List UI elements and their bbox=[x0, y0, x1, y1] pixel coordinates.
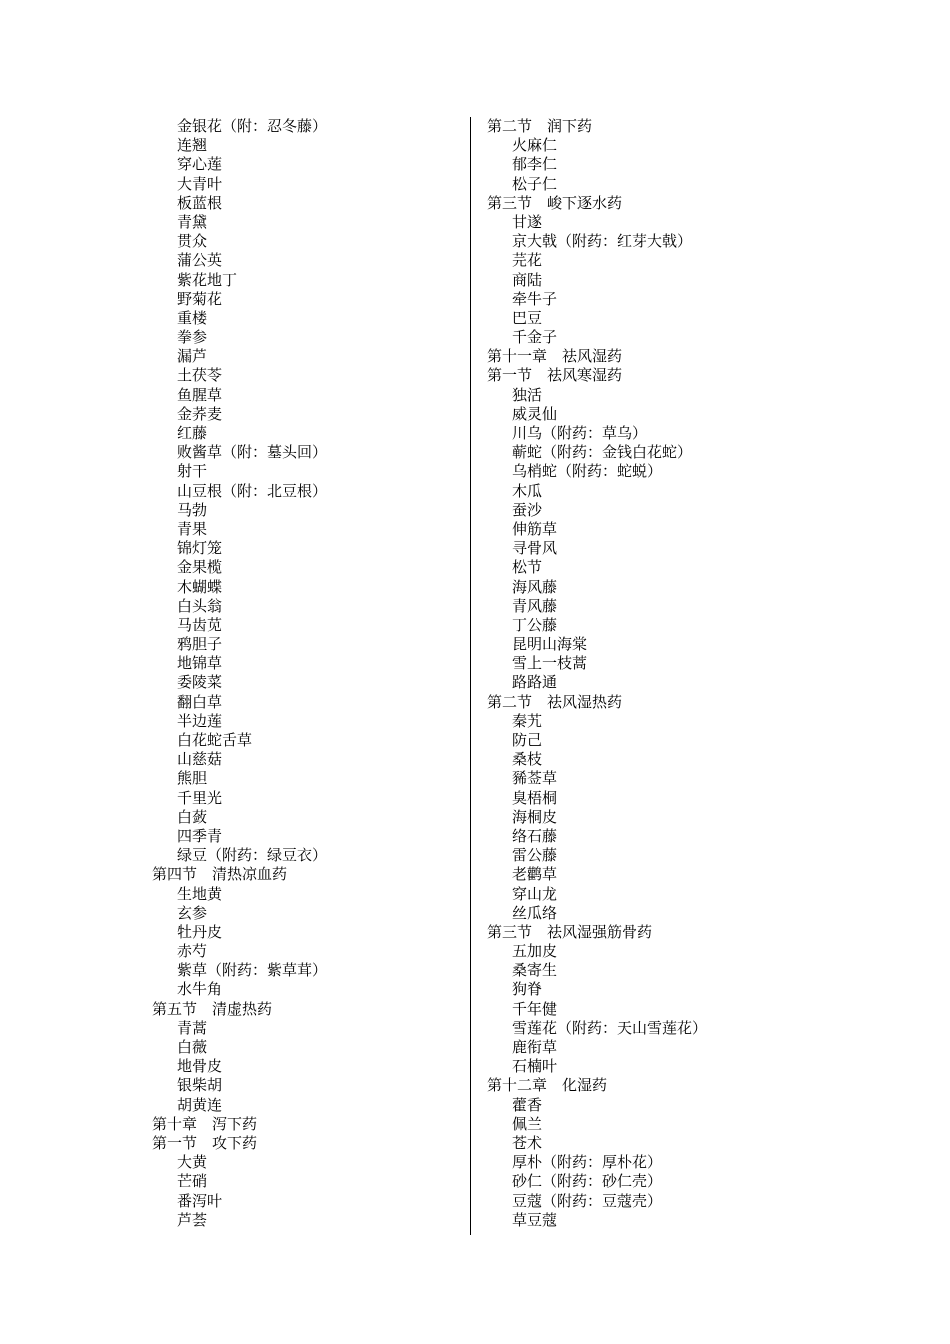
section-heading: 第二节 润下药 bbox=[487, 117, 593, 135]
column-divider bbox=[470, 117, 471, 1235]
section-heading: 第四节 清热凉血药 bbox=[152, 865, 288, 884]
herb-entry: 秦艽 bbox=[512, 711, 543, 730]
herb-entry: 威灵仙 bbox=[512, 404, 558, 423]
herb-entry: 重楼 bbox=[177, 308, 208, 327]
herb-entry: 地骨皮 bbox=[177, 1057, 223, 1076]
herb-entry: 青果 bbox=[177, 519, 208, 538]
herb-entry: 红藤 bbox=[177, 424, 208, 442]
herb-entry: 金银花（附：忍冬藤） bbox=[177, 117, 328, 135]
herb-entry: 熊胆 bbox=[177, 769, 208, 788]
herb-entry: 委陵菜 bbox=[177, 673, 223, 692]
herb-entry: 寻骨风 bbox=[512, 539, 558, 558]
herb-entry: 贯众 bbox=[177, 232, 208, 251]
herb-entry: 锦灯笼 bbox=[177, 539, 223, 558]
herb-entry: 桑枝 bbox=[512, 750, 543, 769]
herb-entry: 穿山龙 bbox=[512, 884, 558, 903]
herb-entry: 马齿苋 bbox=[177, 615, 223, 634]
herb-entry: 生地黄 bbox=[177, 884, 223, 903]
left-column bbox=[152, 117, 462, 1230]
herb-entry: 蕲蛇（附药：金钱白花蛇） bbox=[512, 443, 693, 462]
herb-entry: 松子仁 bbox=[512, 174, 558, 193]
herb-entry: 防己 bbox=[512, 731, 543, 749]
herb-entry: 砂仁（附药：砂仁壳） bbox=[512, 1172, 663, 1191]
herb-entry: 银柴胡 bbox=[177, 1076, 223, 1095]
herb-entry: 连翘 bbox=[177, 136, 208, 155]
section-heading: 第十一章 祛风湿药 bbox=[487, 347, 623, 366]
herb-entry: 芦荟 bbox=[177, 1210, 208, 1229]
herb-entry: 牡丹皮 bbox=[177, 922, 223, 941]
herb-entry: 厚朴（附药：厚朴花） bbox=[512, 1153, 663, 1172]
herb-entry: 丁公藤 bbox=[512, 615, 558, 634]
herb-entry: 青风藤 bbox=[512, 596, 558, 615]
herb-entry: 木蝴蝶 bbox=[177, 577, 223, 596]
herb-entry: 木瓜 bbox=[512, 481, 543, 500]
herb-entry: 海桐皮 bbox=[512, 807, 558, 826]
herb-entry: 巴豆 bbox=[512, 308, 543, 327]
herb-entry: 败酱草（附：墓头回） bbox=[177, 443, 328, 462]
herb-entry: 藿香 bbox=[512, 1095, 543, 1114]
herb-entry: 桑寄生 bbox=[512, 961, 558, 980]
herb-entry: 千金子 bbox=[512, 328, 558, 347]
herb-entry: 佩兰 bbox=[512, 1114, 543, 1133]
herb-entry: 鹿衔草 bbox=[512, 1038, 558, 1056]
section-heading: 第二节 祛风湿热药 bbox=[487, 692, 623, 711]
herb-entry: 绿豆（附药：绿豆衣） bbox=[177, 846, 328, 865]
herb-entry: 翻白草 bbox=[177, 692, 223, 711]
herb-entry: 赤芍 bbox=[177, 942, 208, 961]
herb-entry: 商陆 bbox=[512, 270, 543, 289]
herb-entry: 郁李仁 bbox=[512, 155, 558, 174]
herb-entry: 络石藤 bbox=[512, 826, 558, 845]
herb-entry: 雪莲花（附药：天山雪莲花） bbox=[512, 1018, 708, 1037]
section-heading: 第五节 清虚热药 bbox=[152, 999, 273, 1018]
herb-entry: 穿心莲 bbox=[177, 155, 223, 174]
herb-entry: 石楠叶 bbox=[512, 1057, 558, 1076]
herb-entry: 漏芦 bbox=[177, 347, 208, 366]
section-heading: 第十章 泻下药 bbox=[152, 1114, 258, 1133]
herb-entry: 丝瓜络 bbox=[512, 903, 558, 922]
herb-entry: 板蓝根 bbox=[177, 193, 223, 212]
herb-entry: 乌梢蛇（附药：蛇蜕） bbox=[512, 462, 663, 481]
herb-entry: 胡黄连 bbox=[177, 1095, 223, 1114]
herb-entry: 臭梧桐 bbox=[512, 788, 558, 807]
right-column bbox=[487, 117, 917, 1230]
herb-entry: 野菊花 bbox=[177, 289, 223, 308]
herb-entry: 芫花 bbox=[512, 251, 543, 270]
herb-entry: 紫草（附药：紫草茸） bbox=[177, 961, 328, 980]
herb-entry: 紫花地丁 bbox=[177, 270, 238, 289]
herb-entry: 蚕沙 bbox=[512, 500, 543, 519]
herb-entry: 青蒿 bbox=[177, 1018, 208, 1037]
section-heading: 第一节 祛风寒湿药 bbox=[487, 366, 623, 385]
herb-entry: 京大戟（附药：红芽大戟） bbox=[512, 232, 693, 251]
herb-entry: 大黄 bbox=[177, 1153, 208, 1172]
herb-entry: 雪上一枝蒿 bbox=[512, 654, 588, 673]
herb-entry: 四季青 bbox=[177, 826, 223, 845]
herb-entry: 白头翁 bbox=[177, 596, 223, 615]
herb-entry: 芒硝 bbox=[177, 1172, 208, 1191]
herb-entry: 伸筋草 bbox=[512, 519, 558, 538]
herb-entry: 狗脊 bbox=[512, 980, 543, 999]
herb-entry: 牵牛子 bbox=[512, 289, 558, 308]
herb-entry: 川乌（附药：草乌） bbox=[512, 424, 648, 442]
herb-entry: 番泻叶 bbox=[177, 1191, 223, 1210]
herb-entry: 山慈菇 bbox=[177, 750, 223, 769]
herb-entry: 玄参 bbox=[177, 903, 208, 922]
herb-entry: 雷公藤 bbox=[512, 846, 558, 865]
herb-entry: 山豆根（附：北豆根） bbox=[177, 481, 328, 500]
herb-entry: 水牛角 bbox=[177, 980, 223, 999]
herb-entry: 火麻仁 bbox=[512, 136, 558, 155]
herb-entry: 昆明山海棠 bbox=[512, 635, 588, 654]
herb-entry: 豨莶草 bbox=[512, 769, 558, 788]
herb-entry: 蒲公英 bbox=[177, 251, 223, 270]
herb-entry: 土茯苓 bbox=[177, 366, 223, 385]
herb-entry: 地锦草 bbox=[177, 654, 223, 673]
section-heading: 第三节 峻下逐水药 bbox=[487, 193, 623, 212]
herb-entry: 独活 bbox=[512, 385, 543, 404]
section-heading: 第一节 攻下药 bbox=[152, 1133, 258, 1152]
herb-entry: 大青叶 bbox=[177, 174, 223, 193]
herb-entry: 金荞麦 bbox=[177, 404, 223, 423]
herb-entry: 松节 bbox=[512, 558, 543, 577]
herb-entry: 鱼腥草 bbox=[177, 385, 223, 404]
herb-entry: 海风藤 bbox=[512, 577, 558, 596]
herb-entry: 金果榄 bbox=[177, 558, 223, 577]
herb-entry: 白薇 bbox=[177, 1038, 208, 1056]
herb-entry: 苍术 bbox=[512, 1133, 543, 1152]
herb-entry: 拳参 bbox=[177, 328, 208, 347]
herb-entry: 路路通 bbox=[512, 673, 558, 692]
herb-entry: 射干 bbox=[177, 462, 208, 481]
herb-entry: 鸦胆子 bbox=[177, 635, 223, 654]
herb-entry: 千里光 bbox=[177, 788, 223, 807]
section-heading: 第十二章 化湿药 bbox=[487, 1076, 608, 1095]
herb-entry: 白花蛇舌草 bbox=[177, 731, 253, 749]
herb-entry: 半边莲 bbox=[177, 711, 223, 730]
herb-entry: 甘遂 bbox=[512, 212, 543, 231]
herb-entry: 千年健 bbox=[512, 999, 558, 1018]
herb-entry: 五加皮 bbox=[512, 942, 558, 961]
herb-entry: 豆蔻（附药：豆蔻壳） bbox=[512, 1191, 663, 1210]
herb-entry: 马勃 bbox=[177, 500, 208, 519]
herb-entry: 草豆蔻 bbox=[512, 1210, 558, 1229]
herb-entry: 白蔹 bbox=[177, 807, 208, 826]
herb-entry: 老鹳草 bbox=[512, 865, 558, 884]
herb-entry: 青黛 bbox=[177, 212, 208, 231]
section-heading: 第三节 祛风湿强筋骨药 bbox=[487, 922, 653, 941]
